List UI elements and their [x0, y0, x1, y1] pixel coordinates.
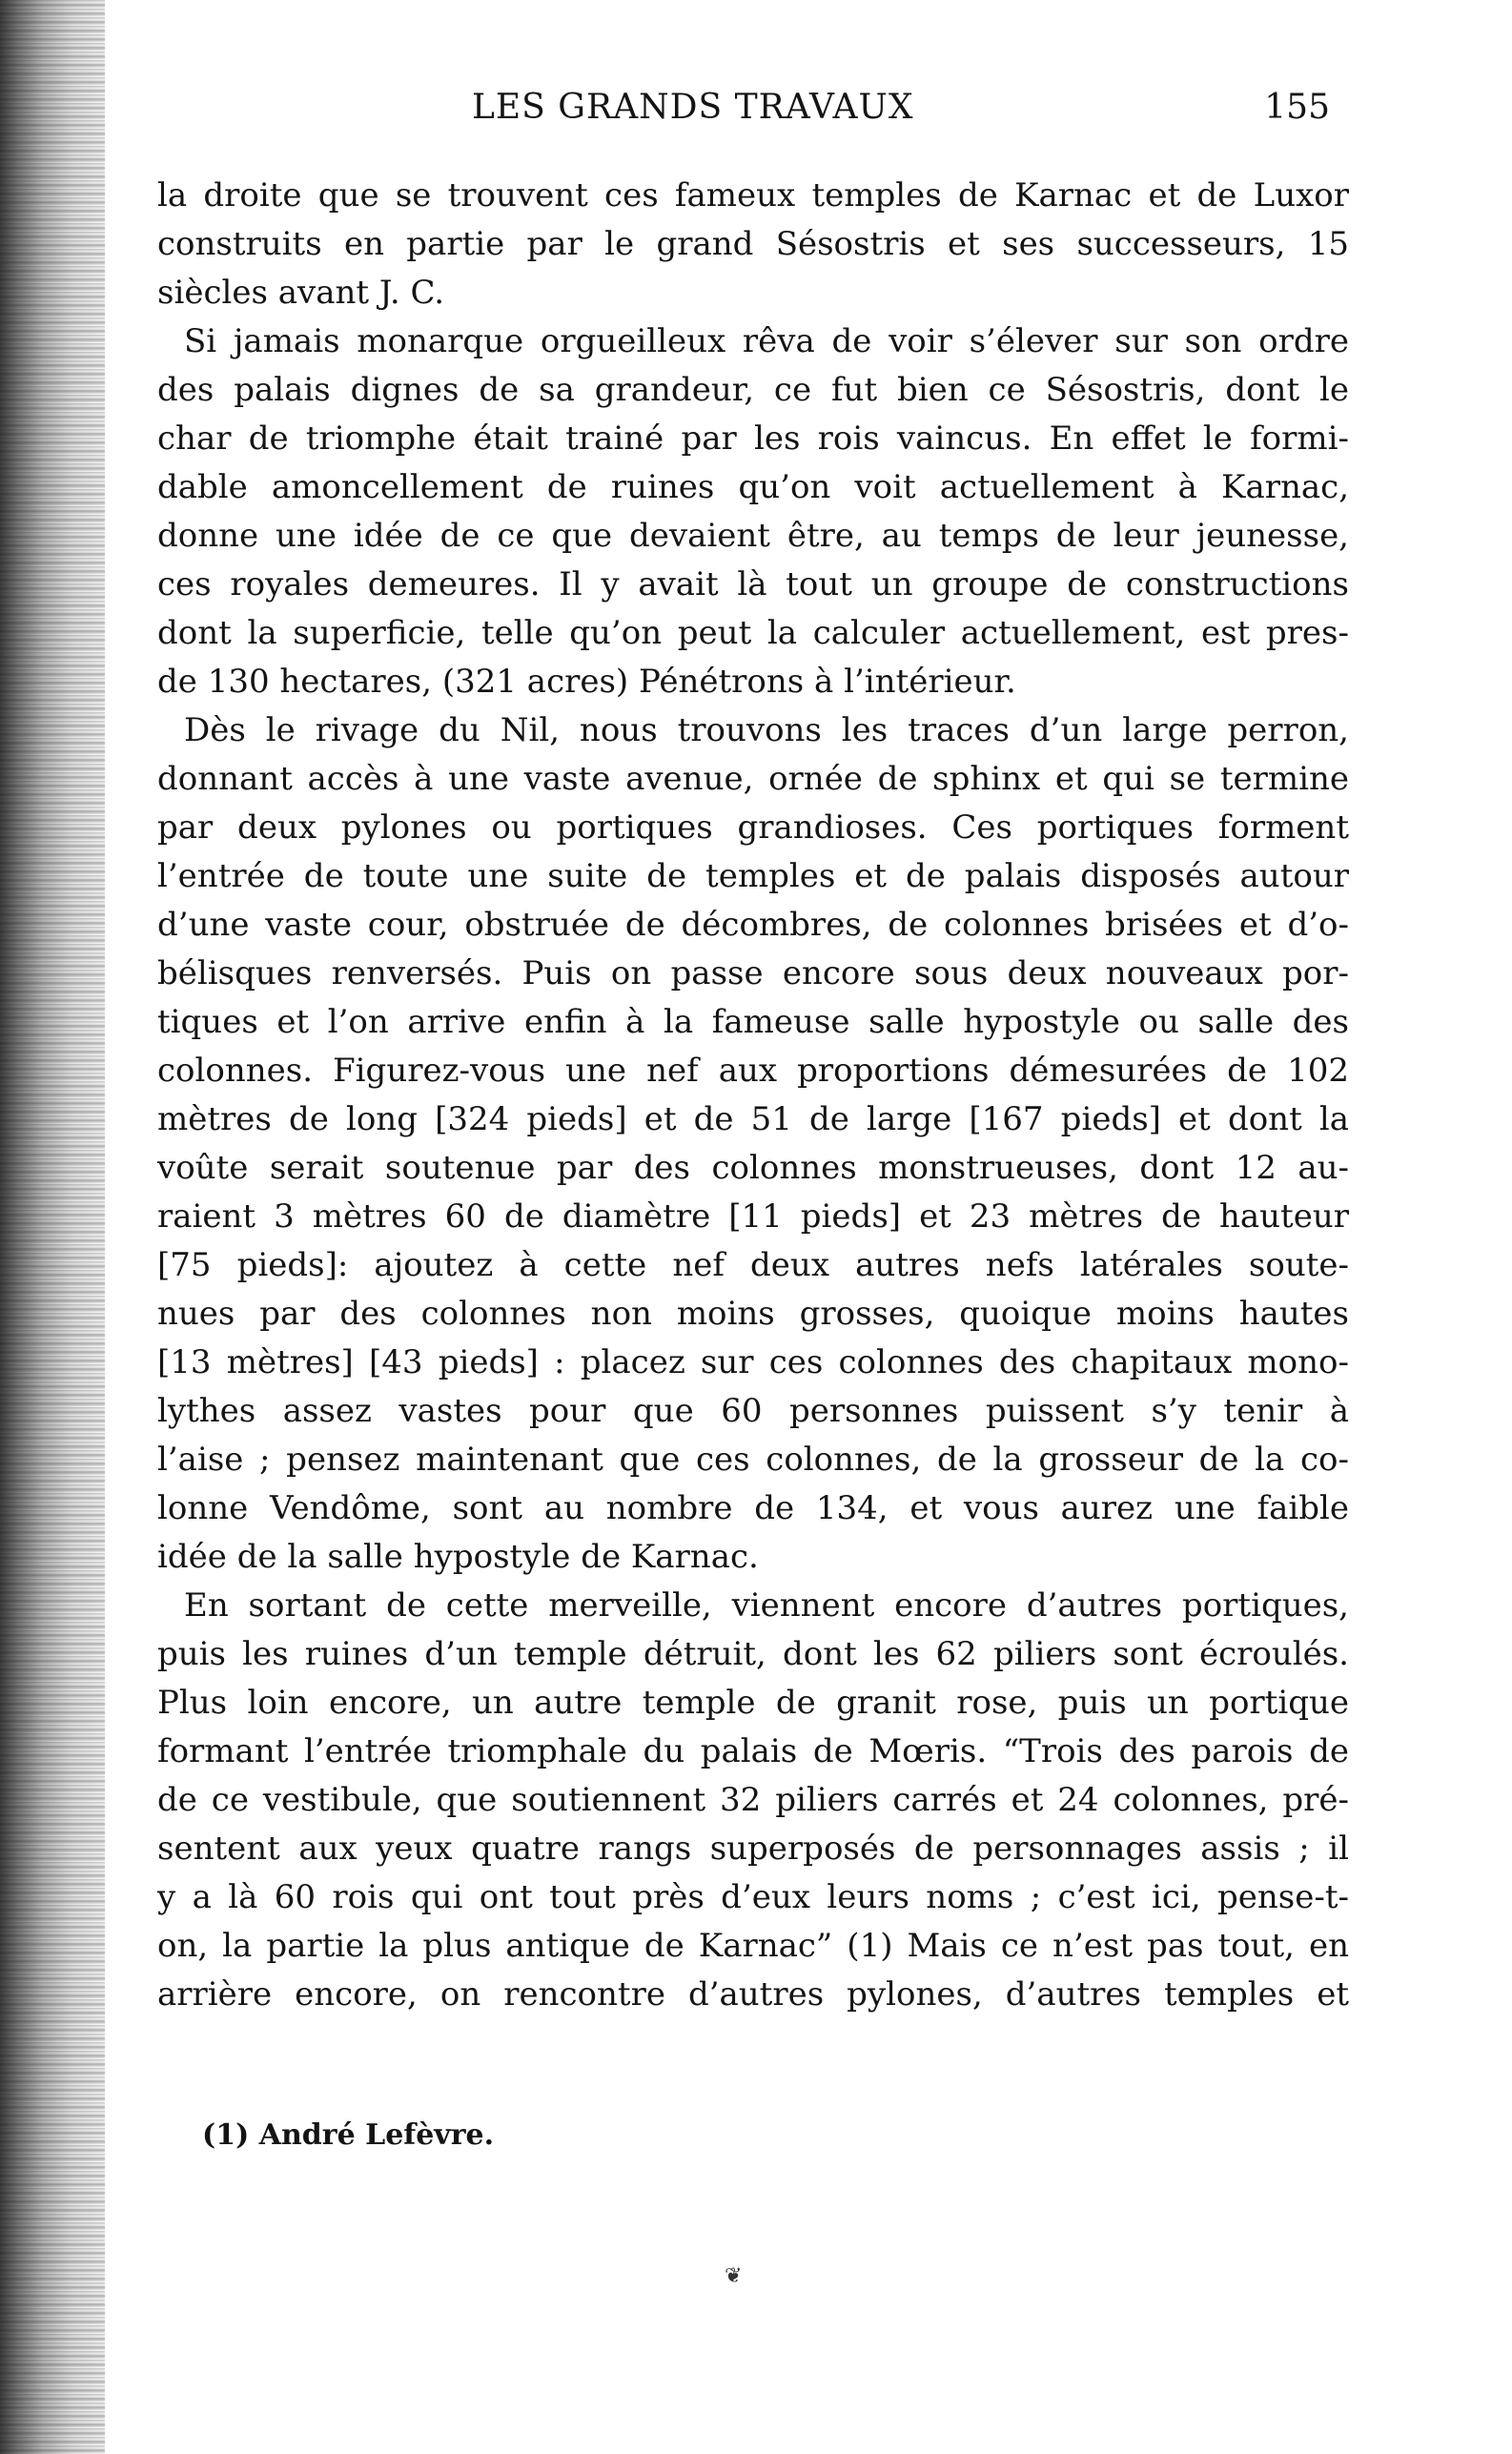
- text-line: bélisques renversés. Puis on passe encore sous deux nouveaux por-: [157, 954, 1349, 992]
- text-line: par deux pylones ou portiques grandioses. Ces portiques forment: [157, 808, 1349, 847]
- text-line: raient 3 mètres 60 de diamètre [11 pieds] et 23 mètres de hauteur: [157, 1197, 1349, 1236]
- text-line: arrière encore, on rencontre d’autres pylones, d’autres temples et: [157, 1975, 1349, 2014]
- printer-ornament-icon: ❦: [725, 2264, 743, 2288]
- text-line: Plus loin encore, un autre temple de granit rose, puis un portique: [157, 1684, 1349, 1722]
- text-line: de ce vestibule, que soutiennent 32 piliers carrés et 24 colonnes, pré-: [157, 1781, 1349, 1819]
- text-line: En sortant de cette merveille, viennent encore d’autres portiques,: [184, 1586, 1349, 1625]
- text-line: l’aise ; pensez maintenant que ces colonnes, de la grosseur de la co-: [157, 1441, 1349, 1479]
- text-line: de 130 hectares, (321 acres) Pénétrons à l’intérieur.: [157, 663, 1016, 701]
- text-line: tiques et l’on arrive enfin à la fameuse salle hypostyle ou salle des: [157, 1003, 1349, 1041]
- text-line: dable amoncellement de ruines qu’on voit actuellement à Karnac,: [157, 468, 1349, 506]
- text-line: dont la superficie, telle qu’on peut la calculer actuellement, est pres-: [157, 614, 1349, 652]
- text-line: nues par des colonnes non moins grosses, quoique moins hautes: [157, 1295, 1349, 1333]
- text-line: char de triomphe était trainé par les rois vaincus. En effet le formi-: [157, 419, 1349, 458]
- text-line: puis les ruines d’un temple détruit, dont les 62 piliers sont écroulés.: [157, 1635, 1349, 1673]
- text-line: la droite que se trouvent ces fameux temples de Karnac et de Luxor: [157, 176, 1349, 215]
- text-line: colonnes. Figurez-vous une nef aux proportions démesurées de 102: [157, 1052, 1349, 1090]
- text-line: on, la partie la plus antique de Karnac” (1) Mais ce n’est pas tout, en: [157, 1927, 1349, 1965]
- text-line: mètres de long [324 pieds] et de 51 de large [167 pieds] et dont la: [157, 1100, 1349, 1138]
- text-line: voûte serait soutenue par des colonnes monstrueuses, dont 12 au-: [157, 1149, 1349, 1187]
- text-line: idée de la salle hypostyle de Karnac.: [157, 1538, 759, 1576]
- text-line: [75 pieds]: ajoutez à cette nef deux autres nefs latérales soute-: [157, 1246, 1349, 1284]
- text-line: d’une vaste cour, obstruée de décombres, de colonnes brisées et d’o-: [157, 906, 1349, 944]
- text-line: y a là 60 rois qui ont tout près d’eux leurs noms ; c’est ici, pense-t-: [157, 1878, 1349, 1916]
- text-line: des palais dignes de sa grandeur, ce fut bien ce Sésostris, dont le: [157, 371, 1349, 409]
- text-line: Si jamais monarque orgueilleux rêva de voir s’élever sur son ordre: [184, 322, 1349, 360]
- text-line: [13 mètres] [43 pieds] : placez sur ces colonnes des chapitaux mono-: [157, 1343, 1349, 1381]
- text-line: formant l’entrée triomphale du palais de Mœris. “Trois des parois de: [157, 1732, 1349, 1770]
- text-line: construits en partie par le grand Sésostris et ses successeurs, 15: [157, 225, 1349, 263]
- text-line: donne une idée de ce que devaient être, au temps de leur jeunesse,: [157, 517, 1349, 555]
- text-line: lonne Vendôme, sont au nombre de 134, et vous aurez une faible: [157, 1489, 1349, 1527]
- footnote: (1) André Lefèvre.: [202, 2118, 495, 2152]
- body-text: [157, 172, 1349, 2078]
- text-line: Dès le rivage du Nil, nous trouvons les traces d’un large perron,: [184, 711, 1349, 749]
- text-line: siècles avant J. C.: [157, 274, 445, 312]
- text-line: donnant accès à une vaste avenue, ornée de sphinx et qui se termine: [157, 760, 1349, 798]
- text-line: sentent aux yeux quatre rangs superposés de personnages assis ; il: [157, 1830, 1349, 1868]
- text-line: ces royales demeures. Il y avait là tout un groupe de constructions: [157, 565, 1349, 603]
- page-number: 155: [1264, 88, 1330, 127]
- text-line: l’entrée de toute une suite de temples et de palais disposés autour: [157, 857, 1349, 895]
- running-title: LES GRANDS TRAVAUX: [472, 88, 914, 127]
- page-header: [472, 88, 1330, 145]
- binding-shadow: [0, 0, 105, 2454]
- text-line: lythes assez vastes pour que 60 personnes puissent s’y tenir à: [157, 1392, 1349, 1430]
